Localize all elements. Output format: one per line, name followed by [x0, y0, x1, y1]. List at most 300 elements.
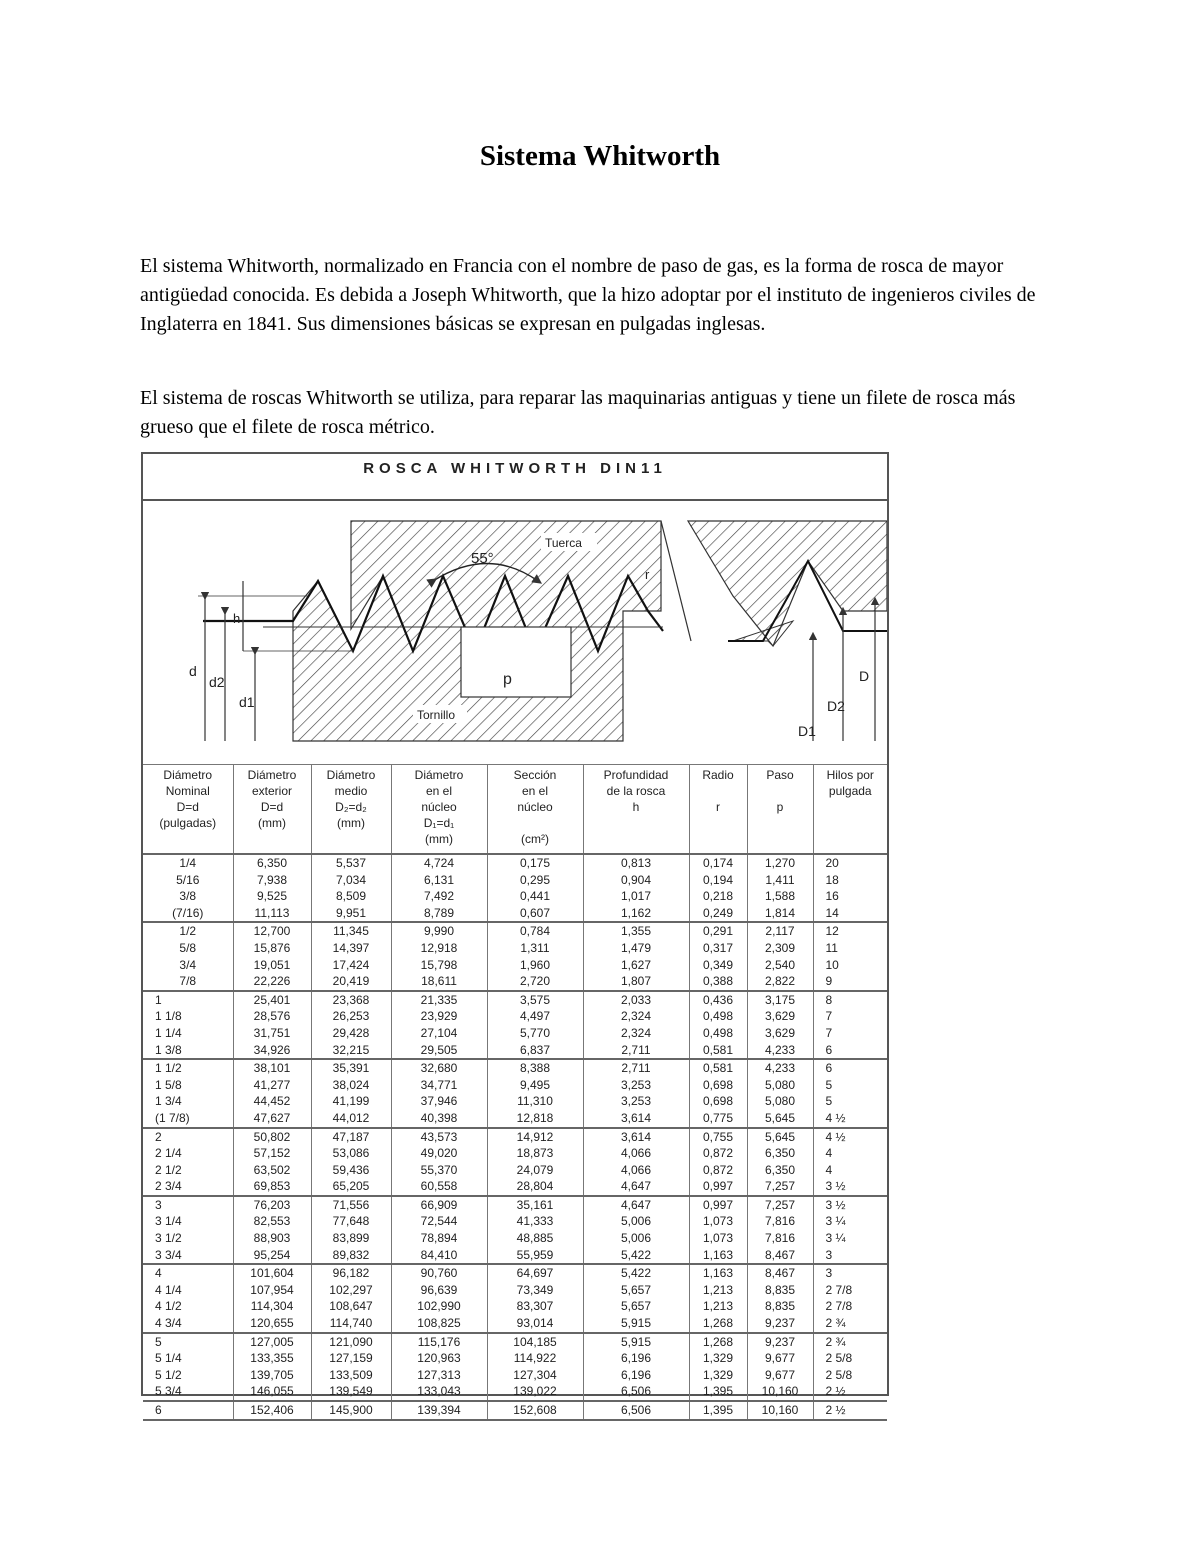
table-cell: 20 [813, 854, 887, 872]
table-cell: 3/4 [179, 957, 197, 972]
table-cell: 7,257 [747, 1178, 813, 1196]
table-row [143, 1093, 887, 1110]
table-cell: 96,639 [391, 1282, 487, 1299]
table-row [143, 1230, 887, 1247]
page-title: Sistema Whitworth [479, 140, 721, 172]
table-cell: 15,876 [233, 940, 311, 957]
table-cell: 19,051 [233, 957, 311, 974]
table-cell: 7/8 [179, 974, 197, 989]
table-cell: 0,698 [689, 1077, 747, 1094]
table-cell: 5/8 [179, 940, 197, 955]
table-cell: 7,816 [747, 1213, 813, 1230]
table-cell: 5,422 [583, 1264, 689, 1282]
table-cell: 121,090 [311, 1333, 391, 1351]
d-label: d [189, 663, 197, 679]
table-cell: 4,724 [391, 854, 487, 872]
column-header-line: h [632, 800, 640, 814]
column-header-line [489, 815, 582, 831]
table-cell: 66,909 [391, 1196, 487, 1214]
column-header-line [691, 783, 746, 799]
table-cell: 9 [813, 973, 887, 991]
table-row [143, 1178, 887, 1196]
column-header-line: en el [521, 784, 549, 798]
table-cell: 65,205 [311, 1178, 391, 1196]
table-cell: 31,751 [233, 1025, 311, 1042]
table-cell: 84,410 [391, 1247, 487, 1265]
table-cell: 5,006 [583, 1213, 689, 1230]
table-cell: 12,818 [487, 1110, 583, 1128]
column-header [143, 765, 233, 855]
table-cell: 35,391 [311, 1059, 391, 1077]
column-header-line: en el [425, 784, 453, 798]
table-cell: 120,655 [233, 1315, 311, 1333]
table-cell: 90,760 [391, 1264, 487, 1282]
table-cell: 0,997 [689, 1196, 747, 1214]
table-cell: 83,307 [487, 1298, 583, 1315]
table-row [143, 872, 887, 889]
table-cell: 3 ½ [813, 1196, 887, 1214]
table-row [143, 1282, 887, 1299]
table-cell: 1 [143, 991, 233, 1009]
table-cell: 0,218 [689, 888, 747, 905]
table-cell: 16 [813, 888, 887, 905]
table-cell: 1 1/8 [155, 1009, 182, 1024]
table-cell: 0,194 [689, 872, 747, 889]
table-cell: 1,627 [583, 957, 689, 974]
table-cell: 9,951 [311, 905, 391, 923]
table-cell: 27,104 [391, 1025, 487, 1042]
table-cell: 7,257 [747, 1196, 813, 1214]
column-header-line: Paso [766, 768, 794, 782]
table-cell: 37,946 [391, 1093, 487, 1110]
table-cell: 5 3/4 [155, 1384, 182, 1399]
table-cell: 14,397 [311, 940, 391, 957]
table-cell: 8,509 [311, 888, 391, 905]
table-row [143, 1350, 887, 1367]
table-cell: 6,506 [583, 1401, 689, 1420]
table-cell: 29,428 [311, 1025, 391, 1042]
table-cell: 6 [813, 1042, 887, 1060]
column-header-line: Hilos por [826, 768, 874, 782]
table-cell: 0,441 [487, 888, 583, 905]
table-row [143, 1162, 887, 1179]
column-header-line: D₂=d₂ [335, 800, 367, 814]
table-cell: 2 7/8 [813, 1282, 887, 1299]
table-cell: 2,117 [747, 922, 813, 940]
table-cell: 4,233 [747, 1042, 813, 1060]
table-cell: 1,588 [747, 888, 813, 905]
table-cell: 77,648 [311, 1213, 391, 1230]
table-cell: 35,161 [487, 1196, 583, 1214]
table-cell: 8,789 [391, 905, 487, 923]
table-cell: 1,073 [689, 1213, 747, 1230]
table-row [143, 1213, 887, 1230]
pitch-label: p [503, 671, 512, 688]
table-cell: 4 [813, 1145, 887, 1162]
table-cell: 5,770 [487, 1025, 583, 1042]
column-header [487, 765, 583, 855]
table-cell: 55,959 [487, 1247, 583, 1265]
table-cell: 114,740 [311, 1315, 391, 1333]
table-cell: (7/16) [172, 905, 204, 920]
column-header [391, 765, 487, 855]
table-cell: 152,608 [487, 1401, 583, 1420]
table-cell: 139,394 [391, 1401, 487, 1420]
column-header-line: Diámetro [163, 768, 213, 782]
table-cell: 114,304 [233, 1298, 311, 1315]
table-cell: 88,903 [233, 1230, 311, 1247]
column-header [583, 765, 689, 855]
table-cell: 9,677 [747, 1367, 813, 1384]
table-cell: 2,033 [583, 991, 689, 1009]
table-cell: 0,872 [689, 1162, 747, 1179]
table-cell: 73,349 [487, 1282, 583, 1299]
table-cell: 102,990 [391, 1298, 487, 1315]
table-cell: 152,406 [233, 1401, 311, 1420]
table-cell: 3 ¼ [813, 1230, 887, 1247]
table-cell: 0,174 [689, 854, 747, 872]
table-cell: 9,990 [391, 922, 487, 940]
table-cell: 1,268 [689, 1315, 747, 1333]
table-cell: 4 3/4 [155, 1316, 182, 1331]
D1-label: D1 [798, 723, 816, 739]
column-header-line: p [776, 800, 784, 814]
table-cell: 1,162 [583, 905, 689, 923]
table-cell: 41,333 [487, 1213, 583, 1230]
table-cell: 5 [813, 1093, 887, 1110]
table-cell: 0,291 [689, 922, 747, 940]
table-cell: 3 1/4 [155, 1214, 182, 1229]
table-cell: 5,080 [747, 1077, 813, 1094]
table-cell: 3,253 [583, 1093, 689, 1110]
table-row [143, 1196, 887, 1214]
table-cell: 11 [813, 940, 887, 957]
table-cell: 8,467 [747, 1264, 813, 1282]
table-cell: 3,614 [583, 1128, 689, 1146]
table-cell: 0,997 [689, 1178, 747, 1196]
table-cell: 5,657 [583, 1298, 689, 1315]
table-cell: 0,436 [689, 991, 747, 1009]
table-cell: 1,355 [583, 922, 689, 940]
column-header [689, 765, 747, 855]
column-header-line: pulgada [828, 784, 872, 798]
table-cell: 83,899 [311, 1230, 391, 1247]
table-row [143, 922, 887, 940]
table-cell: 139,022 [487, 1383, 583, 1401]
table-cell: 93,014 [487, 1315, 583, 1333]
table-cell: 1/2 [143, 922, 233, 940]
table-cell: 127,304 [487, 1367, 583, 1384]
table-cell: 95,254 [233, 1247, 311, 1265]
column-header-line: (pulgadas) [159, 816, 217, 830]
table-cell: 133,043 [391, 1383, 487, 1401]
table-cell: 40,398 [391, 1110, 487, 1128]
table-cell: 7 [813, 1008, 887, 1025]
table-cell: 4 1/2 [155, 1299, 182, 1314]
column-header-line: (mm) [258, 816, 286, 830]
table-cell: 6 [813, 1059, 887, 1077]
table-cell: 4 [813, 1162, 887, 1179]
table-cell: 0,249 [689, 905, 747, 923]
table-row [143, 888, 887, 905]
d1-label: d1 [239, 694, 255, 710]
column-header [233, 765, 311, 855]
column-header-line: núcleo [421, 800, 457, 814]
column-header-line: (mm) [425, 832, 453, 846]
table-cell: 5,645 [747, 1128, 813, 1146]
table-cell: 44,012 [311, 1110, 391, 1128]
table-cell: 9,525 [233, 888, 311, 905]
table-cell: 3 [813, 1264, 887, 1282]
table-cell: 1,329 [689, 1367, 747, 1384]
table-cell: 1 1/4 [155, 1025, 182, 1040]
table-cell: 1,163 [689, 1247, 747, 1265]
table-cell: 9,237 [747, 1315, 813, 1333]
table-cell: 1/4 [143, 854, 233, 872]
table-cell: 10 [813, 957, 887, 974]
table-cell: 114,922 [487, 1350, 583, 1367]
table-cell: 6,196 [583, 1350, 689, 1367]
table-row [143, 1401, 887, 1420]
table-cell: 8,388 [487, 1059, 583, 1077]
table-cell: 5 1/2 [155, 1367, 182, 1382]
table-cell: 5,537 [311, 854, 391, 872]
table-cell: 6,350 [233, 854, 311, 872]
table-cell: 5 [143, 1333, 233, 1351]
table-cell: 139,705 [233, 1367, 311, 1384]
column-header-line: D₁=d₁ [423, 816, 455, 830]
table-cell: 8,835 [747, 1282, 813, 1299]
table-cell: 101,604 [233, 1264, 311, 1282]
column-header-line: D=d [176, 800, 199, 814]
table-cell: 4 1/4 [155, 1282, 182, 1297]
pitch-marker [461, 627, 571, 697]
table-cell: 2 ¾ [813, 1333, 887, 1351]
table-row [143, 905, 887, 923]
table-cell: 6,837 [487, 1042, 583, 1060]
table-cell: 3 ½ [813, 1178, 887, 1196]
table-cell: 0,607 [487, 905, 583, 923]
D-label: D [859, 668, 870, 684]
table-cell: 1,395 [689, 1383, 747, 1401]
table-cell: 9,237 [747, 1333, 813, 1351]
table-row [143, 1110, 887, 1128]
table-cell: 2 5/8 [813, 1367, 887, 1384]
h-label: h [233, 611, 241, 626]
table-cell: 24,079 [487, 1162, 583, 1179]
table-row [143, 1333, 887, 1351]
table-cell: 0,317 [689, 940, 747, 957]
table-cell: 2 5/8 [813, 1350, 887, 1367]
table-cell: 102,297 [311, 1282, 391, 1299]
table-cell: 14 [813, 905, 887, 923]
table-cell: 38,101 [233, 1059, 311, 1077]
table-row [143, 1059, 887, 1077]
column-header-line: exterior [251, 784, 292, 798]
table-cell: 60,558 [391, 1178, 487, 1196]
table-cell: 127,005 [233, 1333, 311, 1351]
table-cell: 12,918 [391, 940, 487, 957]
table-cell: 133,509 [311, 1367, 391, 1384]
table-cell: 55,370 [391, 1162, 487, 1179]
column-header-line: (cm²) [521, 832, 549, 846]
table-cell: 2 1/2 [155, 1162, 182, 1177]
table-row [143, 1247, 887, 1265]
table-cell: 71,556 [311, 1196, 391, 1214]
table-cell: 41,277 [233, 1077, 311, 1094]
table-cell: 23,929 [391, 1008, 487, 1025]
table-cell: 6,350 [747, 1145, 813, 1162]
table-cell: 0,498 [689, 1025, 747, 1042]
table-cell: 4,066 [583, 1162, 689, 1179]
table-row [143, 854, 887, 872]
table-cell: 5 [813, 1077, 887, 1094]
figure-title: ROSCA WHITWORTH DIN11 [143, 454, 887, 501]
table-cell: 9,495 [487, 1077, 583, 1094]
thread-profile-diagram [143, 501, 887, 763]
table-cell: 0,581 [689, 1059, 747, 1077]
table-row [143, 1383, 887, 1401]
table-cell: 2 ½ [813, 1383, 887, 1401]
table-cell: 1,814 [747, 905, 813, 923]
table-cell: 0,813 [583, 854, 689, 872]
table-cell: 3 [143, 1196, 233, 1214]
table-cell: 5,657 [583, 1282, 689, 1299]
column-header [311, 765, 391, 855]
table-cell: 11,310 [487, 1093, 583, 1110]
table-cell: 0,498 [689, 1008, 747, 1025]
table-cell: 38,024 [311, 1077, 391, 1094]
table-cell: 2,711 [583, 1059, 689, 1077]
table-cell: 14,912 [487, 1128, 583, 1146]
table-cell: 72,544 [391, 1213, 487, 1230]
table-cell: 1,268 [689, 1333, 747, 1351]
table-cell: 2,324 [583, 1025, 689, 1042]
table-cell: 3 1/2 [155, 1231, 182, 1246]
table-cell: 64,697 [487, 1264, 583, 1282]
table-cell: 2,324 [583, 1008, 689, 1025]
table-cell: 2,540 [747, 957, 813, 974]
table-cell: 96,182 [311, 1264, 391, 1282]
table-cell: 0,349 [689, 957, 747, 974]
table-cell: 3,175 [747, 991, 813, 1009]
column-header-line: D=d [260, 800, 284, 814]
table-row [143, 1025, 887, 1042]
table-cell: 1,411 [747, 872, 813, 889]
table-cell: 127,159 [311, 1350, 391, 1367]
table-row [143, 1264, 887, 1282]
D2-label: D2 [827, 698, 845, 714]
table-cell: 0,775 [689, 1110, 747, 1128]
table-cell: 1 3/4 [155, 1094, 182, 1109]
table-cell: 57,152 [233, 1145, 311, 1162]
table-cell: 7 [813, 1025, 887, 1042]
table-cell: 89,832 [311, 1247, 391, 1265]
table-cell: 12 [813, 922, 887, 940]
table-cell: 5,080 [747, 1093, 813, 1110]
column-header-line: (mm) [337, 816, 365, 830]
column-header-line: núcleo [517, 800, 553, 814]
table-cell: 4 ½ [813, 1128, 887, 1146]
table-cell: 127,313 [391, 1367, 487, 1384]
table-row [143, 940, 887, 957]
table-cell: 2,309 [747, 940, 813, 957]
table-cell: 25,401 [233, 991, 311, 1009]
table-cell: 1,213 [689, 1298, 747, 1315]
table-cell: 3,629 [747, 1025, 813, 1042]
table-cell: 1,395 [689, 1401, 747, 1420]
table-cell: 49,020 [391, 1145, 487, 1162]
table-cell: 0,904 [583, 872, 689, 889]
table-cell: 108,647 [311, 1298, 391, 1315]
screw-label: Tornillo [417, 708, 456, 722]
table-cell: 145,900 [311, 1401, 391, 1420]
table-row [143, 973, 887, 991]
table-cell: 8 [813, 991, 887, 1009]
table-cell: 1 5/8 [155, 1077, 182, 1092]
table-cell: 17,424 [311, 957, 391, 974]
d2-label: d2 [209, 674, 225, 690]
table-cell: 2 1/4 [155, 1146, 182, 1161]
table-cell: 5,645 [747, 1110, 813, 1128]
table-row [143, 1077, 887, 1094]
table-cell: 43,573 [391, 1128, 487, 1146]
table-cell: 1,311 [487, 940, 583, 957]
table-cell: 50,802 [233, 1128, 311, 1146]
table-cell: 0,872 [689, 1145, 747, 1162]
column-header-line: Profundidad [603, 768, 669, 782]
table-cell: 3,575 [487, 991, 583, 1009]
table-cell: 18 [813, 872, 887, 889]
table-cell: 0,581 [689, 1042, 747, 1060]
table-cell: 8,835 [747, 1298, 813, 1315]
table-cell: 0,698 [689, 1093, 747, 1110]
table-cell: 48,885 [487, 1230, 583, 1247]
table-cell: 5,006 [583, 1230, 689, 1247]
table-row [143, 1008, 887, 1025]
table-cell: 4,497 [487, 1008, 583, 1025]
table-cell: 0,295 [487, 872, 583, 889]
column-header-line: Sección [513, 768, 557, 782]
table-cell: 53,086 [311, 1145, 391, 1162]
angle-label: 55° [471, 550, 494, 567]
table-cell: 3,253 [583, 1077, 689, 1094]
table-cell: 1,163 [689, 1264, 747, 1282]
table-row [143, 957, 887, 974]
table-cell: 133,355 [233, 1350, 311, 1367]
table-cell: 2 ¾ [813, 1315, 887, 1333]
column-header-line: Diámetro [247, 768, 297, 782]
table-cell: 69,853 [233, 1178, 311, 1196]
table-cell: 4,647 [583, 1196, 689, 1214]
table-row [143, 1128, 887, 1146]
table-cell: 34,926 [233, 1042, 311, 1060]
thread-figure [141, 452, 889, 1417]
table-cell: 18,611 [391, 973, 487, 991]
table-cell: 2,822 [747, 973, 813, 991]
table-cell: 11,113 [233, 905, 311, 923]
table-cell: 0,755 [689, 1128, 747, 1146]
thread-table [143, 764, 887, 1421]
table-cell: (1 7/8) [155, 1110, 190, 1125]
table-cell: 3 ¼ [813, 1213, 887, 1230]
column-header-line: Diámetro [414, 768, 464, 782]
column-header [747, 765, 813, 855]
table-cell: 21,335 [391, 991, 487, 1009]
table-row [143, 1315, 887, 1333]
table-cell: 28,576 [233, 1008, 311, 1025]
table-row [143, 1298, 887, 1315]
